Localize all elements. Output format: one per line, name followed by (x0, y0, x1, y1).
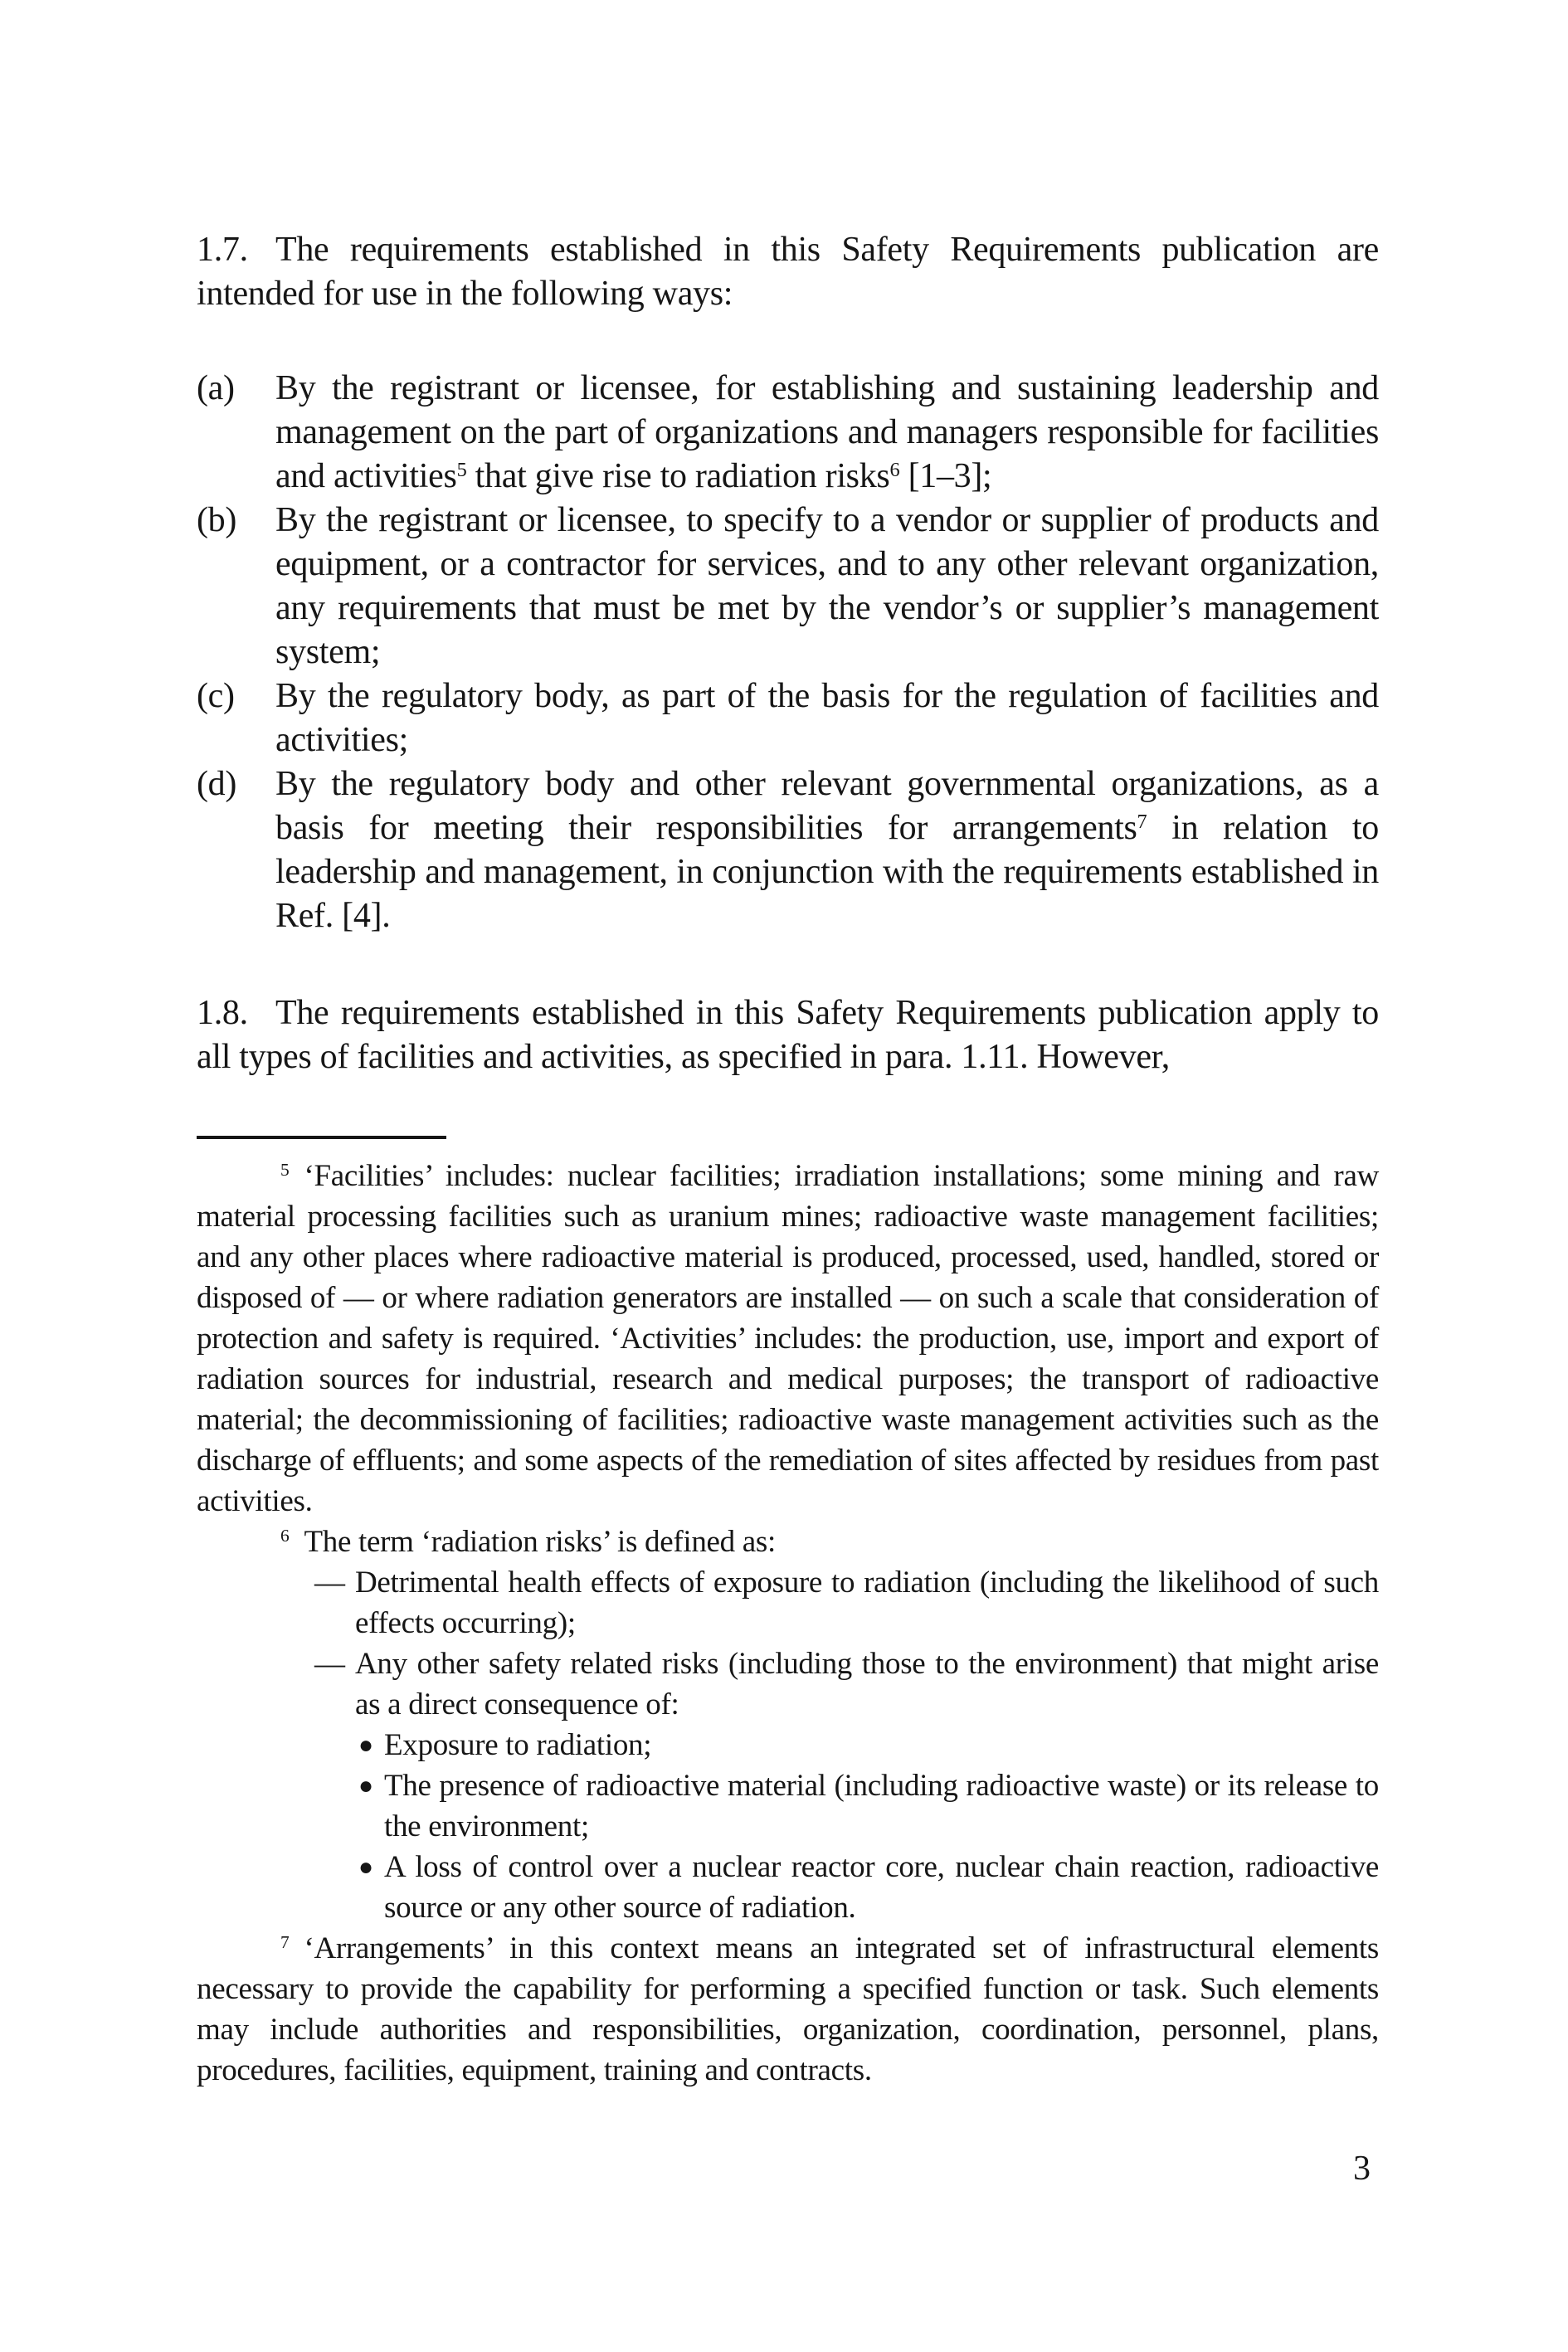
dash-icon: — (314, 1566, 345, 1600)
bullet-icon: ● (358, 1731, 373, 1759)
list-item-text: By the regulatory body, as part of the basis for the regulation of facilities and activities; (275, 677, 1379, 759)
footnote-6-dash-item (314, 1643, 1379, 1725)
list-item-label: (d) (197, 765, 237, 803)
list-item-text: By the registrant or licensee, for establishing and sustaining leadership and management on the part of organizations and managers responsible for facilities and activities$^5$ that give rise to radiation risks$^6$ [1–3]; (275, 369, 1379, 495)
paragraph-text: The requirements established in this Safety Requirements publication are intended for use in the following ways: (197, 231, 1379, 313)
page-number: 3 (1353, 2150, 1371, 2188)
list-item-label: (a) (197, 369, 235, 407)
list-item-label: (c) (197, 677, 235, 715)
footnote-6-bullet-item (358, 1847, 1379, 1928)
list-item-b (197, 499, 1379, 674)
bullet-item-text: A loss of control over a nuclear reactor core, nuclear chain reaction, radioactive source or any other source of radiation. (384, 1850, 1379, 1925)
list-item-label: (b) (197, 501, 237, 539)
footnote-7-marker: 7 (280, 1932, 290, 1953)
list-item-text: By the registrant or licensee, to specify to a vendor or supplier of products and equipment, or a contractor for services, and to any other relevant organization, any requirements that must be met by the vendor’s or supplier’s management system; (275, 501, 1379, 671)
requirements-list (197, 367, 1379, 938)
bullet-item-text: Exposure to radiation; (384, 1728, 652, 1762)
paragraph-1-7 (197, 228, 1379, 316)
footnote-6-bullet-item (358, 1765, 1379, 1847)
footnote-5-marker: 5 (280, 1160, 290, 1181)
paragraph-number: 1.8. (197, 994, 248, 1032)
bullet-item-text: The presence of radioactive material (including radioactive waste) or its release to the environment; (384, 1769, 1379, 1843)
footnote-5 (197, 1156, 1379, 1522)
list-item-a (197, 367, 1379, 499)
footnote-7 (197, 1928, 1379, 2091)
text-content (197, 228, 1379, 2091)
footnote-6-bullet-item (358, 1725, 1379, 1765)
footnote-7-text: ‘Arrangements’ in this context means an integrated set of infrastructural elements necessary to provide the capability for performing a specified function or task. Such elements may include authorities and responsibilities, organization, coordination, personnel, plans, procedures, facilities, equipment, training and contracts. (197, 1931, 1379, 2087)
footnote-6-marker: 6 (280, 1526, 290, 1546)
bullet-icon: ● (358, 1772, 373, 1799)
paragraph-text: The requirements established in this Safety Requirements publication apply to all types of facilities and activities, as specified in para. 1.11. However, (197, 994, 1379, 1076)
footnote-6-dash-item (314, 1562, 1379, 1643)
footnote-6-intro-text: The term ‘radiation risks’ is defined as: (304, 1525, 776, 1559)
dash-item-text: Any other safety related risks (including those to the environment) that might arise as a direct consequence of: (355, 1647, 1379, 1721)
footnote-separator-rule (197, 1136, 446, 1139)
dash-item-text: Detrimental health effects of exposure to radiation (including the likelihood of such effects occurring); (355, 1566, 1379, 1640)
footnote-6-intro (197, 1522, 1379, 1562)
footnotes-section (197, 1156, 1379, 2091)
dash-icon: — (314, 1647, 345, 1681)
paragraph-1-8 (197, 991, 1379, 1079)
list-item-d (197, 762, 1379, 938)
footnote-5-text: ‘Facilities’ includes: nuclear facilities; irradiation installations; some mining and raw material processing facilities such as uranium mines; radioactive waste management facilities; and any other places where radioactive material is produced, processed, used, handled, stored or disposed of — or where radiation generators are installed — on such a scale that consideration of protection and safety is required. ‘Activities’ includes: the production, use, import and export of radiation sources for industrial, research and medical purposes; the transport of radioactive material; the decommissioning of facilities; radioactive waste management activities such as the discharge of effluents; and some aspects of the remediation of sites affected by residues from past activities. (197, 1159, 1379, 1518)
footnote-6 (197, 1522, 1379, 1928)
list-item-text: By the regulatory body and other relevant governmental organizations, as a basis for meeting their responsibilities for arrangements$^7$ in relation to leadership and management, in conjunction with the requirements established in Ref. [4]. (275, 765, 1379, 935)
bullet-icon: ● (358, 1853, 373, 1881)
paragraph-number: 1.7. (197, 231, 248, 269)
list-item-c (197, 674, 1379, 762)
